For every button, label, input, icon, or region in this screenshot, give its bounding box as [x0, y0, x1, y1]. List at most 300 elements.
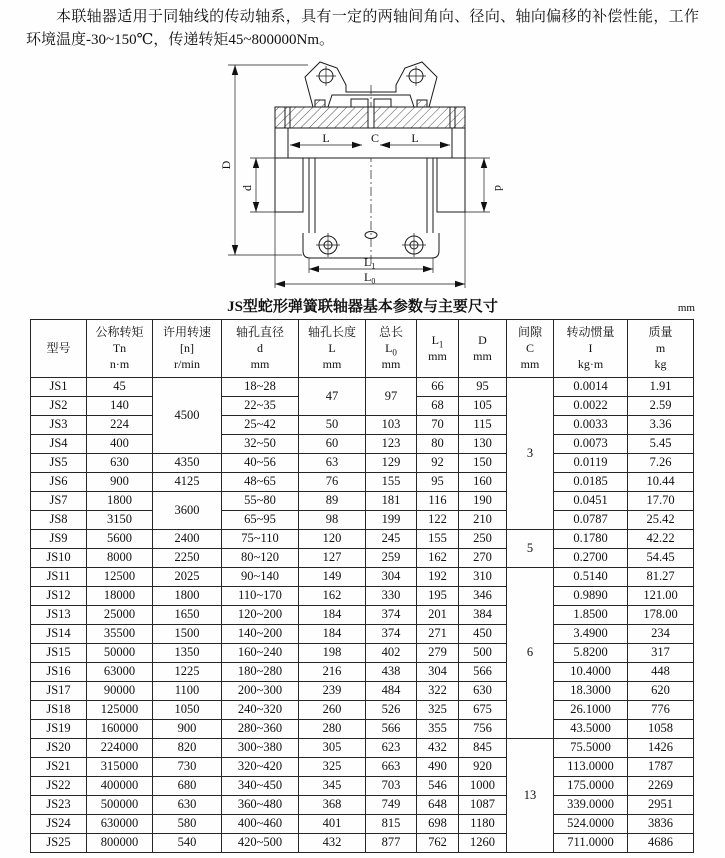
table-cell: 566 — [459, 662, 507, 681]
table-cell: 95 — [417, 472, 459, 491]
table-cell: 0.0451 — [554, 491, 628, 510]
table-cell: 65~95 — [222, 510, 299, 529]
table-cell: 8000 — [87, 548, 153, 567]
table-cell: 105 — [459, 396, 507, 415]
table-cell: 190 — [459, 491, 507, 510]
column-header: 公称转矩 Tn n·m — [87, 319, 153, 377]
table-cell: 234 — [628, 624, 694, 643]
table-cell: 250 — [459, 529, 507, 548]
table-cell: 26.1000 — [554, 700, 628, 719]
table-cell: 2400 — [153, 529, 222, 548]
table-cell: 322 — [417, 681, 459, 700]
table-cell: 400000 — [87, 776, 153, 795]
table-cell: 81.27 — [628, 567, 694, 586]
table-cell: JS23 — [31, 795, 87, 814]
table-cell: 500 — [459, 643, 507, 662]
table-cell: 0.0787 — [554, 510, 628, 529]
table-cell: 97 — [366, 377, 417, 415]
table-cell: 0.0185 — [554, 472, 628, 491]
table-cell: 216 — [299, 662, 366, 681]
table-cell: 3.36 — [628, 415, 694, 434]
table-cell: 0.1780 — [554, 529, 628, 548]
table-cell: 70 — [417, 415, 459, 434]
table-cell: 2269 — [628, 776, 694, 795]
table-cell: 90000 — [87, 681, 153, 700]
table-cell: 5 — [507, 529, 554, 567]
table-cell: 40~56 — [222, 453, 299, 472]
table-cell: 1426 — [628, 738, 694, 757]
table-row — [31, 491, 694, 510]
table-header — [31, 319, 694, 377]
table-cell: 224000 — [87, 738, 153, 757]
table-cell: JS1 — [31, 377, 87, 396]
table-cell: 199 — [366, 510, 417, 529]
table-cell: 259 — [366, 548, 417, 567]
table-cell: 55~80 — [222, 491, 299, 510]
table-cell: 630 — [459, 681, 507, 700]
table-cell: 63000 — [87, 662, 153, 681]
table-cell: JS19 — [31, 719, 87, 738]
table-cell: 113.0000 — [554, 757, 628, 776]
table-cell: 0.2700 — [554, 548, 628, 567]
table-cell: 304 — [366, 567, 417, 586]
table-cell: 280 — [299, 719, 366, 738]
dim-label-L0: $L_0$ — [363, 269, 375, 285]
table-cell: 0.0033 — [554, 415, 628, 434]
table-cell: 4686 — [628, 833, 694, 852]
table-cell: 3836 — [628, 814, 694, 833]
table-cell: 630 — [153, 795, 222, 814]
table-cell: 280~360 — [222, 719, 299, 738]
table-cell: 630 — [87, 453, 153, 472]
table-cell: 432 — [299, 833, 366, 852]
table-cell: 98 — [299, 510, 366, 529]
table-cell: 22~35 — [222, 396, 299, 415]
table-cell: 180~280 — [222, 662, 299, 681]
table-cell: 325 — [417, 700, 459, 719]
table-cell: 160~240 — [222, 643, 299, 662]
dim-label-d-right: d — [491, 184, 506, 191]
table-cell: 184 — [299, 624, 366, 643]
table-cell: 18~28 — [222, 377, 299, 396]
table-row — [31, 643, 694, 662]
table-cell: 5.45 — [628, 434, 694, 453]
table-body — [31, 377, 694, 852]
table-cell: 4500 — [153, 377, 222, 453]
table-cell: 711.0000 — [554, 833, 628, 852]
table-cell: 160000 — [87, 719, 153, 738]
table-cell: JS3 — [31, 415, 87, 434]
table-cell: 1787 — [628, 757, 694, 776]
table-cell: 162 — [417, 548, 459, 567]
table-cell: 45 — [87, 377, 153, 396]
table-cell: 1100 — [153, 681, 222, 700]
table-cell: 7.26 — [628, 453, 694, 472]
table-cell: 76 — [299, 472, 366, 491]
table-row — [31, 624, 694, 643]
table-cell: JS18 — [31, 700, 87, 719]
table-cell: 2025 — [153, 567, 222, 586]
table-cell: 3150 — [87, 510, 153, 529]
table-cell: 155 — [366, 472, 417, 491]
table-cell: 75~110 — [222, 529, 299, 548]
table-cell: 0.5140 — [554, 567, 628, 586]
table-cell: 756 — [459, 719, 507, 738]
table-cell: JS15 — [31, 643, 87, 662]
table-cell: 675 — [459, 700, 507, 719]
table-cell: 400~460 — [222, 814, 299, 833]
column-header: 质量 m kg — [628, 319, 694, 377]
table-cell: 900 — [153, 719, 222, 738]
table-cell: 120~200 — [222, 605, 299, 624]
table-cell: 374 — [366, 605, 417, 624]
table-cell: 271 — [417, 624, 459, 643]
table-cell: 3600 — [153, 491, 222, 529]
dim-label-D: D — [218, 160, 233, 169]
column-header: 许用转速 [n] r/min — [153, 319, 222, 377]
shaft-left — [275, 158, 303, 212]
table-cell: 18.3000 — [554, 681, 628, 700]
table-cell: 1260 — [459, 833, 507, 852]
table-cell: JS4 — [31, 434, 87, 453]
table-cell: 10.44 — [628, 472, 694, 491]
table-cell: 122 — [417, 510, 459, 529]
table-cell: 623 — [366, 738, 417, 757]
table-cell: 260 — [299, 700, 366, 719]
table-cell: 360~480 — [222, 795, 299, 814]
table-cell: 448 — [628, 662, 694, 681]
table-cell: 368 — [299, 795, 366, 814]
table-cell: 2250 — [153, 548, 222, 567]
table-row — [31, 605, 694, 624]
table-cell: JS2 — [31, 396, 87, 415]
table-cell: 620 — [628, 681, 694, 700]
table-cell: 149 — [299, 567, 366, 586]
table-row — [31, 662, 694, 681]
table-cell: JS21 — [31, 757, 87, 776]
coupling-cross-section-drawing — [178, 55, 548, 295]
table-cell: JS10 — [31, 548, 87, 567]
dim-label-L-left: L — [321, 130, 330, 145]
table-cell: JS6 — [31, 472, 87, 491]
table-cell: 121.00 — [628, 586, 694, 605]
table-cell: 340~450 — [222, 776, 299, 795]
table-cell: 13 — [507, 738, 554, 852]
table-cell: 305 — [299, 738, 366, 757]
table-cell: 1800 — [87, 491, 153, 510]
dim-label-d-left: d — [239, 184, 254, 191]
table-cell: 0.0022 — [554, 396, 628, 415]
table-cell: 175.0000 — [554, 776, 628, 795]
column-header: D mm — [459, 319, 507, 377]
table-cell: 47 — [299, 377, 366, 415]
table-cell: 920 — [459, 757, 507, 776]
table-cell: 90~140 — [222, 567, 299, 586]
table-cell: 420~500 — [222, 833, 299, 852]
table-row — [31, 776, 694, 795]
table-cell: 1058 — [628, 719, 694, 738]
shaft-right — [437, 158, 465, 212]
table-cell: 210 — [459, 510, 507, 529]
table-cell: 155 — [417, 529, 459, 548]
table-cell: 92 — [417, 453, 459, 472]
drawing-geometry — [228, 62, 490, 288]
table-cell: 50 — [299, 415, 366, 434]
table-cell: 224 — [87, 415, 153, 434]
table-unit-label: mm — [677, 301, 695, 314]
table-cell: 1500 — [153, 624, 222, 643]
table-cell: 703 — [366, 776, 417, 795]
table-cell: 566 — [366, 719, 417, 738]
table-cell: 68 — [417, 396, 459, 415]
table-cell: 1350 — [153, 643, 222, 662]
header-row — [31, 319, 694, 377]
table-cell: 580 — [153, 814, 222, 833]
table-row — [31, 795, 694, 814]
table-cell: 680 — [153, 776, 222, 795]
table-cell: 900 — [87, 472, 153, 491]
table-cell: JS22 — [31, 776, 87, 795]
table-cell: 3 — [507, 377, 554, 529]
table-cell: 116 — [417, 491, 459, 510]
table-cell: 129 — [366, 453, 417, 472]
table-cell: 43.5000 — [554, 719, 628, 738]
table-cell: 25000 — [87, 605, 153, 624]
table-cell: 526 — [366, 700, 417, 719]
table-cell: 17.70 — [628, 491, 694, 510]
table-cell: 25~42 — [222, 415, 299, 434]
table-cell: 310 — [459, 567, 507, 586]
table-cell: 110~170 — [222, 586, 299, 605]
table-cell: 450 — [459, 624, 507, 643]
table-cell: JS20 — [31, 738, 87, 757]
table-cell: 60 — [299, 434, 366, 453]
table-row — [31, 586, 694, 605]
table-cell: 3.4900 — [554, 624, 628, 643]
table-cell: 245 — [366, 529, 417, 548]
table-cell: 150 — [459, 453, 507, 472]
table-cell: 304 — [417, 662, 459, 681]
table-cell: 239 — [299, 681, 366, 700]
column-header: 间隙 C mm — [507, 319, 554, 377]
table-cell: 345 — [299, 776, 366, 795]
table-cell: 500000 — [87, 795, 153, 814]
table-cell: 162 — [299, 586, 366, 605]
table-cell: 339.0000 — [554, 795, 628, 814]
table-row — [31, 529, 694, 548]
table-cell: 35500 — [87, 624, 153, 643]
table-cell: 178.00 — [628, 605, 694, 624]
table-row — [31, 434, 694, 453]
table-cell: 184 — [299, 605, 366, 624]
table-cell: 63 — [299, 453, 366, 472]
table-cell: 4350 — [153, 453, 222, 472]
table-cell: 80~120 — [222, 548, 299, 567]
table-cell: JS5 — [31, 453, 87, 472]
table-cell: 1650 — [153, 605, 222, 624]
table-cell: 384 — [459, 605, 507, 624]
table-cell: 95 — [459, 377, 507, 396]
table-cell: 540 — [153, 833, 222, 852]
table-cell: 66 — [417, 377, 459, 396]
table-cell: JS16 — [31, 662, 87, 681]
table-cell: JS9 — [31, 529, 87, 548]
table-cell: 89 — [299, 491, 366, 510]
table-row — [31, 719, 694, 738]
table-cell: 1225 — [153, 662, 222, 681]
table-cell: 279 — [417, 643, 459, 662]
column-header: 转动惯量 I kg·m — [554, 319, 628, 377]
table-cell: 48~65 — [222, 472, 299, 491]
table-cell: 546 — [417, 776, 459, 795]
table-cell: 0.0014 — [554, 377, 628, 396]
column-header: $L_1$ mm — [417, 319, 459, 377]
table-row — [31, 567, 694, 586]
table-title-row — [28, 295, 697, 315]
table-cell: 192 — [417, 567, 459, 586]
table-cell: 54.45 — [628, 548, 694, 567]
table-cell: 130 — [459, 434, 507, 453]
table-cell: 1.91 — [628, 377, 694, 396]
table-row — [31, 833, 694, 852]
table-cell: 18000 — [87, 586, 153, 605]
table-cell: 524.0000 — [554, 814, 628, 833]
table-title: JS型蛇形弹簧联轴器基本参数与主要尺寸 — [227, 298, 498, 315]
table-cell: 800000 — [87, 833, 153, 852]
table-cell: 648 — [417, 795, 459, 814]
table-cell: 103 — [366, 415, 417, 434]
table-cell: 5600 — [87, 529, 153, 548]
table-cell: 484 — [366, 681, 417, 700]
table-row — [31, 510, 694, 529]
table-cell: 32~50 — [222, 434, 299, 453]
table-cell: 140 — [87, 396, 153, 415]
dim-label-L1: $L_1$ — [363, 254, 375, 270]
table-cell: 400 — [87, 434, 153, 453]
table-cell: 125000 — [87, 700, 153, 719]
table-cell: 330 — [366, 586, 417, 605]
table-cell: 325 — [299, 757, 366, 776]
table-cell: JS14 — [31, 624, 87, 643]
table-cell: 12500 — [87, 567, 153, 586]
table-cell: 115 — [459, 415, 507, 434]
table-cell: JS11 — [31, 567, 87, 586]
table-cell: 346 — [459, 586, 507, 605]
table-cell: 1180 — [459, 814, 507, 833]
table-cell: 663 — [366, 757, 417, 776]
column-header: 轴孔长度 L mm — [299, 319, 366, 377]
table-cell: 315000 — [87, 757, 153, 776]
table-cell: 402 — [366, 643, 417, 662]
table-cell: 355 — [417, 719, 459, 738]
table-cell: 50000 — [87, 643, 153, 662]
table-cell: 140~200 — [222, 624, 299, 643]
table-cell: 845 — [459, 738, 507, 757]
table-cell: 127 — [299, 548, 366, 567]
table-row — [31, 415, 694, 434]
intro-paragraph: 本联轴器适用于同轴线的传动轴系，具有一定的两轴间角向、径向、轴向偏移的补偿性能，工作环境温度-30~150℃，传递转矩45~800000Nm。 — [26, 9, 699, 49]
table-cell: JS12 — [31, 586, 87, 605]
table-row — [31, 700, 694, 719]
table-cell: 401 — [299, 814, 366, 833]
table-row — [31, 453, 694, 472]
table-cell: 730 — [153, 757, 222, 776]
table-cell: 5.8200 — [554, 643, 628, 662]
table-cell: 6 — [507, 567, 554, 738]
table-cell: 320~420 — [222, 757, 299, 776]
table-cell: 201 — [417, 605, 459, 624]
table-cell: 200~300 — [222, 681, 299, 700]
table-cell: 317 — [628, 643, 694, 662]
table-cell: 270 — [459, 548, 507, 567]
table-cell: 2951 — [628, 795, 694, 814]
column-header: 总长 $L_0$ mm — [366, 319, 417, 377]
table-cell: 877 — [366, 833, 417, 852]
table-row — [31, 814, 694, 833]
table-cell: 80 — [417, 434, 459, 453]
table-cell: 0.0073 — [554, 434, 628, 453]
table-cell: JS17 — [31, 681, 87, 700]
table-cell: JS8 — [31, 510, 87, 529]
table-cell: 630000 — [87, 814, 153, 833]
table-row — [31, 681, 694, 700]
table-cell: 1.8500 — [554, 605, 628, 624]
table-row — [31, 738, 694, 757]
table-row — [31, 472, 694, 491]
table-cell: 490 — [417, 757, 459, 776]
table-cell: 820 — [153, 738, 222, 757]
table-cell: 1000 — [459, 776, 507, 795]
table-cell: 0.0119 — [554, 453, 628, 472]
table-cell: 198 — [299, 643, 366, 662]
table-cell: 42.22 — [628, 529, 694, 548]
table-cell: 698 — [417, 814, 459, 833]
table-cell: 374 — [366, 624, 417, 643]
parameters-table — [30, 319, 694, 853]
column-header: 轴孔直径 d mm — [222, 319, 299, 377]
table-cell: 1800 — [153, 586, 222, 605]
dim-label-L-right: L — [410, 130, 419, 145]
table-cell: 1050 — [153, 700, 222, 719]
table-cell: 195 — [417, 586, 459, 605]
coupling-drawing-figure — [178, 55, 548, 295]
table-cell: 181 — [366, 491, 417, 510]
column-header: 型号 — [31, 319, 87, 377]
table-cell: 240~320 — [222, 700, 299, 719]
document-page — [0, 6, 725, 853]
table-cell: 4125 — [153, 472, 222, 491]
table-row — [31, 548, 694, 567]
table-cell: 438 — [366, 662, 417, 681]
table-cell: JS13 — [31, 605, 87, 624]
table-row — [31, 757, 694, 776]
table-cell: JS25 — [31, 833, 87, 852]
table-cell: 123 — [366, 434, 417, 453]
table-cell: 2.59 — [628, 396, 694, 415]
dim-label-C: C — [370, 130, 379, 145]
table-row — [31, 377, 694, 396]
table-cell: JS24 — [31, 814, 87, 833]
table-cell: 75.5000 — [554, 738, 628, 757]
table-cell: 1087 — [459, 795, 507, 814]
table-cell: 432 — [417, 738, 459, 757]
table-cell: 762 — [417, 833, 459, 852]
table-cell: 815 — [366, 814, 417, 833]
table-cell: 776 — [628, 700, 694, 719]
table-cell: 300~380 — [222, 738, 299, 757]
table-cell: 25.42 — [628, 510, 694, 529]
table-cell: 749 — [366, 795, 417, 814]
